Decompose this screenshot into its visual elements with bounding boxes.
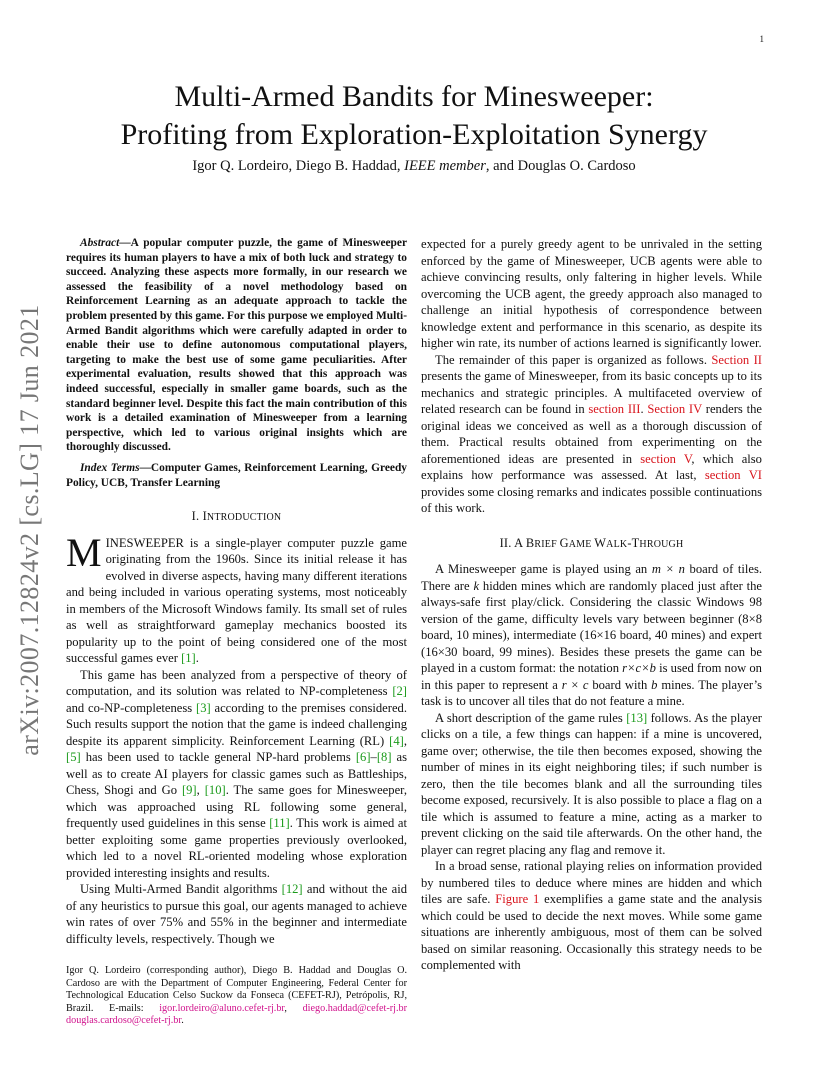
- sec2-d: -T: [627, 535, 640, 550]
- abstract-label: Abstract: [80, 237, 120, 249]
- intro-p2-j: . This work is aimed at better exploiting some game properties previously overlooked, which led to a novel RL-oriented modeling whose exploration provided interesting insights and results.: [66, 816, 407, 880]
- drop-cap: M: [66, 529, 102, 575]
- index-terms-label: Index Terms: [80, 461, 140, 474]
- sec2-a1: A B: [514, 535, 535, 550]
- authors-part-1: Igor Q. Lordeiro, Diego B. Haddad,: [192, 158, 405, 174]
- math-k: k: [473, 578, 480, 593]
- math-b: b: [651, 677, 658, 692]
- section-heading-walkthrough: [421, 535, 762, 554]
- email-link-2[interactable]: diego.haddad@cefet-rj.br: [302, 1002, 407, 1014]
- citation-13[interactable]: [13]: [626, 710, 648, 725]
- right-paragraph-1: expected for a purely greedy agent to be unrivaled in the setting enforced by the game of Minesweeper, UCB agents were able to achieve convincing results, only faltering in higher levels. While overcoming the UCB agent, the greedy approach also managed to challenge an initial hypothesis of correspondence between knowledge extent and performance in this scenario, as despite its higher win rate, its number of actions learned is significantly lower.: [421, 237, 762, 350]
- right-column: [421, 236, 762, 974]
- intro-p2-d: ,: [403, 733, 407, 748]
- citation-6[interactable]: [6]: [355, 750, 371, 765]
- right-p3-d: is used from now on in this paper to represent a: [421, 661, 762, 692]
- email-link-3[interactable]: douglas.cardoso@cefet-rj.br: [66, 1015, 182, 1027]
- citation-8[interactable]: [8]: [376, 750, 392, 765]
- section-link-2[interactable]: Section II: [711, 352, 763, 367]
- section-link-4[interactable]: Section IV: [647, 402, 702, 416]
- footnote-text: Igor Q. Lordeiro (corresponding author), Diego B. Haddad and Douglas O. Cardoso are with the Department of Computer Engineering, Federal Center for Technological Education Celso Suckow da Fonseca (CEFET-RJ), Petrópolis, RJ, Brazil. E-mails:: [66, 965, 407, 1014]
- figure-link-1[interactable]: Figure 1: [495, 892, 540, 906]
- sec2-a2: RIEF: [534, 538, 560, 550]
- section-link-3[interactable]: section III: [588, 402, 641, 416]
- right-p3-a: A Minesweeper game is played using an: [435, 562, 652, 576]
- math-r-times-c: r × c: [561, 677, 589, 692]
- sec2-num: II.: [499, 535, 515, 550]
- intro-p2-g: as well as to create AI players for classic games such as Battleships, Chess, Shogi and Go: [66, 750, 408, 798]
- sec1-num: I.: [191, 509, 203, 524]
- paper-title: [60, 78, 768, 154]
- intro-p2-a: This game has been analyzed from a perspective of theory of computation, and its solution was related to NP-completeness: [66, 667, 407, 699]
- math-rcb: r×c×b: [622, 661, 656, 675]
- sec1-rest: NTRODUCTION: [206, 512, 282, 524]
- footnote-sep: ,: [284, 1002, 303, 1014]
- citation-1[interactable]: [1]: [181, 651, 196, 666]
- sec1-first: I: [202, 509, 207, 524]
- sec2-b2: AME: [568, 538, 595, 550]
- index-terms: [66, 461, 407, 490]
- right-p2-e: , which also explains how performance was assessed. At last,: [421, 451, 762, 482]
- right-p2-a: The remainder of this paper is organized as follows.: [435, 352, 712, 367]
- right-p3-f: mines. The player’s task is to uncover all tiles that do not feature a mine.: [421, 677, 762, 708]
- right-paragraph-3: [421, 561, 762, 710]
- sec2-c1: W: [594, 535, 607, 550]
- citation-11[interactable]: [11]: [269, 816, 290, 831]
- intro-paragraph-2: [66, 667, 407, 882]
- intro-p2-c: according to the premises considered. Such results support the notion that the game is indeed challenging despite its apparent simplicity. Reinforcement Learning (RL): [66, 700, 408, 748]
- right-p2-f: provides some closing remarks and indicates possible continuations of this work.: [421, 484, 763, 515]
- intro-p2-i: . The same goes for Minesweeper, which was approached using RL following some general, frequently used guidelines in this sense: [66, 783, 407, 831]
- authors-ieee: IEEE member: [404, 158, 486, 174]
- citation-5[interactable]: [5]: [66, 750, 81, 765]
- arxiv-stamp: arXiv:2007.12824v2 [cs.LG] 17 Jun 2021: [15, 304, 44, 756]
- citation-12[interactable]: [12]: [281, 882, 303, 897]
- right-paragraph-2: [421, 352, 762, 517]
- abstract-text: —A popular computer puzzle, the game of Minesweeper requires its human players to have a mix of both luck and strategy to succeed. Analyzing these aspects more formally, in our research we assessed the feasibility of a novel methodology based on Reinforcement Learning as an adequate approach to tackle the problem presented by this game. For this purpose we employed Multi-Armed Bandit algorithms which were carefully adapted in order to enable their use to define autonomous computational players, targeting to make the best use of some game peculiarities. After experimental evaluation, results showed that this approach was indeed successful, especially in smaller game boards, such as the standard beginner level. Despite this fact the main contribution of this work is a detailed examination of Minesweeper from a learning perspective, which led to various original insights which are thoroughly discussed.: [66, 237, 407, 454]
- right-paragraph-4: [421, 710, 762, 859]
- footnote: [66, 959, 407, 1028]
- abstract: [66, 236, 407, 455]
- intro-p3-a: Using Multi-Armed Bandit algorithms: [80, 882, 282, 897]
- right-p3-b: board of tiles. There are: [421, 562, 763, 593]
- right-p5-a: In a broad sense, rational playing relies on information provided by numbered tiles to deduce where mines are hidden and which tiles are safe.: [421, 859, 762, 906]
- intro-paragraph-1: [66, 529, 407, 667]
- right-p4-a: A short description of the game rules: [435, 710, 627, 725]
- footnote-end: .: [181, 1015, 184, 1027]
- left-column: [66, 236, 407, 1028]
- author-list: [60, 158, 768, 175]
- intro-p2-h: ,: [196, 783, 205, 798]
- citation-10[interactable]: [10]: [204, 783, 226, 798]
- citation-9[interactable]: [9]: [181, 783, 197, 798]
- page-number: 1: [759, 34, 764, 44]
- sec2-b1: G: [559, 535, 569, 550]
- intro-paragraph-3: [66, 881, 407, 947]
- right-p2-b: presents the game of Minesweeper, from its basic concepts up to its mechanics and strategic principles. A multifaceted overview of related research can be found in: [421, 369, 762, 416]
- citation-4[interactable]: [4]: [389, 733, 404, 748]
- right-paragraph-5: [421, 858, 762, 974]
- title-line-2: Profiting from Exploration-Exploitation Synergy: [120, 118, 708, 151]
- right-p5-b: exemplifies a game state and the analysis which could be used to decide the next moves. While some game situations are inherently ambiguous, most of them can be solved based on similar reasoning. Occasionally this strategy needs to be complemented with: [421, 892, 762, 972]
- index-terms-text: —Computer Games, Reinforcement Learning, Greedy Policy, UCB, Transfer Learning: [66, 461, 407, 489]
- right-p2-c: .: [640, 402, 648, 416]
- citation-2[interactable]: [2]: [392, 684, 407, 699]
- right-p4-b: follows. As the player clicks on a tile, a few things can happen: if a mine is uncovered, game over; otherwise, the tile then becomes exposed, showing the number of mines in its eight neighboring tiles; if such number is zero, then the tile becomes blank and all the surrounding tiles become exposed, recursively. It is also possible to place a flag on a tile which is assumed to feature a mine, acting as a marker to prevent clicking on the said tile afterwards. On the other hand, the player can regret placing any flag and remove it.: [421, 710, 762, 857]
- sec2-c2: ALK: [606, 538, 628, 550]
- intro-p3-b: and without the aid of any heuristics to pursue this goal, our agents managed to achieve win rates of over 75% and 55% in the beginner and intermediate difficulty levels, respectively. Though we: [66, 882, 407, 946]
- intro-p2-f: –: [370, 750, 377, 765]
- title-line-1: Multi-Armed Bandits for Minesweeper:: [174, 80, 654, 113]
- right-p3-c: hidden mines which are randomly placed just after the always-safe first play/click. Considering the classic Windows 98 version of the game, difficulty levels vary between beginner (8×8 board, 10 mines), intermediate (16×16 board, 40 mines) and expert (16×30 board, 99 mines). Besides these presets the game can be played in a custom format: the notation: [421, 578, 762, 675]
- section-link-5[interactable]: section V: [640, 451, 692, 466]
- math-m-times-n: m × n: [651, 562, 685, 576]
- intro-p2-e: has been used to tackle general NP-hard problems: [80, 750, 356, 765]
- authors-part-2: , and Douglas O. Cardoso: [485, 158, 636, 174]
- right-p3-e: board with: [588, 677, 652, 692]
- email-link-1[interactable]: igor.lordeiro@aluno.cefet-rj.br: [159, 1002, 285, 1014]
- citation-3[interactable]: [3]: [196, 700, 211, 715]
- right-p2-d: renders the original ideas we conceived as well as a thorough discussion of them. Practical results obtained from experimenting on the aforementioned ideas are presented in: [421, 402, 762, 466]
- section-heading-introduction: [66, 508, 407, 527]
- intro-p1-text: INESWEEPER is a single-player computer puzzle game originating from the 1960s. Since its initial release it has evolved in diverse aspects, having many different iterations and being included in various operating systems, most noticeably in members of the Microsoft Windows family. Its small set of rules as well as straightforward gameplay mechanics boosted its popularity up to the point of being considered one of the most successful games ever: [66, 535, 407, 666]
- sec2-e: HROUGH: [639, 538, 684, 550]
- intro-p1-end: .: [195, 651, 199, 666]
- section-link-6[interactable]: section VI: [704, 468, 763, 482]
- intro-p2-b: and co-NP-completeness: [66, 700, 197, 715]
